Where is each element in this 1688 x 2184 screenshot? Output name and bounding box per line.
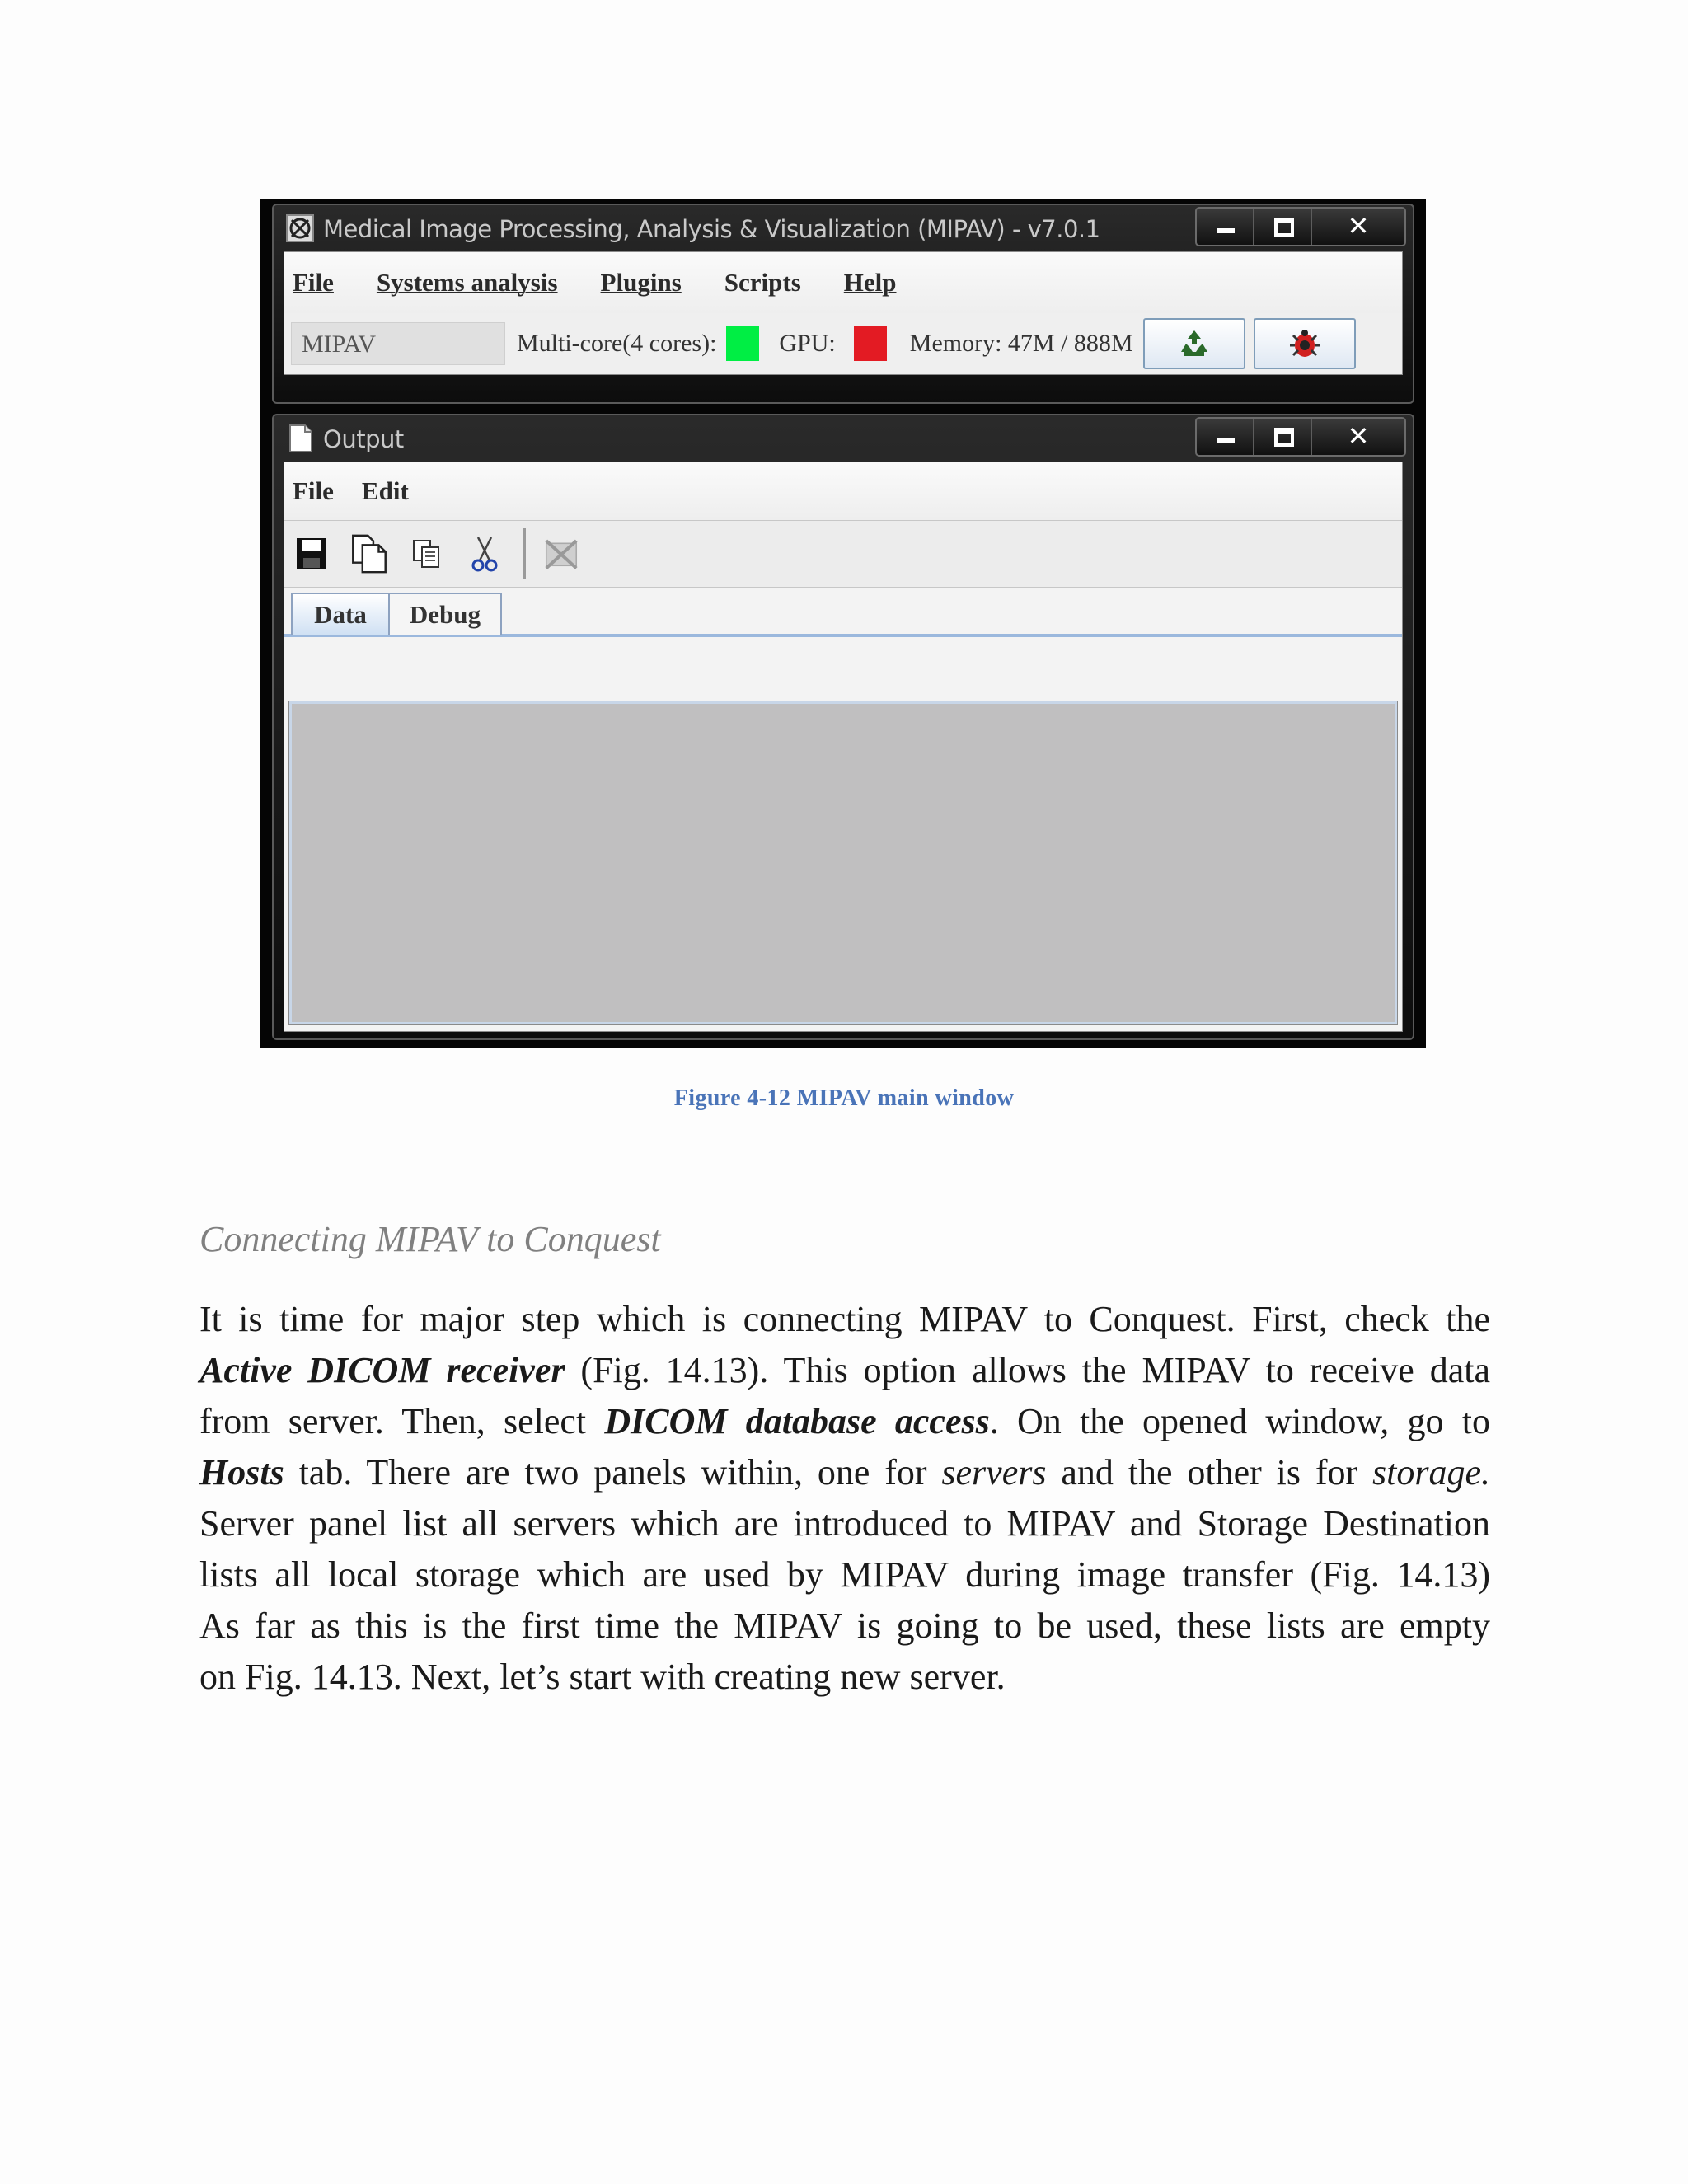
- memory-label: Memory: 47M / 888M: [909, 330, 1133, 357]
- toolbar-separator: [523, 528, 526, 579]
- servers-term: servers: [941, 1452, 1047, 1493]
- paste-icon: [410, 537, 443, 570]
- output-toolbar: [284, 520, 1402, 588]
- output-window: [272, 414, 1414, 1040]
- mipav-logo-icon: [285, 213, 315, 243]
- paragraph-line-4-a: tab. There are two panels within, one for: [284, 1452, 942, 1493]
- mipav-screenshot-figure: [260, 199, 1426, 1048]
- paragraph-line-4: [199, 1447, 1490, 1498]
- cut-icon: [470, 536, 499, 572]
- paragraph-line-3-b: . On the opened window, go to: [989, 1401, 1491, 1441]
- gpu-label: GPU:: [779, 330, 836, 357]
- tab-debug[interactable]: Debug: [388, 593, 502, 635]
- close-button[interactable]: ✕: [1347, 210, 1370, 241]
- output-menubar: [284, 462, 1402, 520]
- main-client-area: [284, 251, 1403, 375]
- output-window-controls: [1195, 417, 1406, 457]
- dicom-database-access-term: DICOM database access: [604, 1401, 990, 1441]
- clear-button[interactable]: [542, 530, 580, 578]
- figure-caption: Figure 4-12 MIPAV main window: [673, 1085, 1015, 1111]
- main-window-title: Medical Image Processing, Analysis & Visualization (MIPAV) - v7.0.1: [323, 215, 1100, 243]
- mipav-main-window: [272, 204, 1414, 404]
- output-text-area[interactable]: [289, 701, 1397, 1024]
- paragraph-line-4-b: and the other is for: [1046, 1452, 1373, 1493]
- section-heading: Connecting MIPAV to Conquest: [199, 1219, 661, 1259]
- output-minimize-button[interactable]: [1197, 419, 1254, 455]
- clear-icon: [542, 532, 580, 575]
- copy-icon: [350, 530, 388, 578]
- menu-help-label: Help: [843, 268, 897, 297]
- multicore-status-indicator: [726, 326, 759, 361]
- active-dicom-receiver-term: Active DICOM receiver: [199, 1350, 565, 1390]
- output-maximize-button[interactable]: [1254, 419, 1312, 455]
- hosts-term: Hosts: [199, 1452, 284, 1493]
- output-titlebar: [274, 415, 1413, 463]
- copy-button[interactable]: [408, 530, 446, 578]
- storage-term: storage.: [1372, 1452, 1491, 1493]
- minimize-button[interactable]: [1197, 209, 1254, 245]
- paragraph-line-5: Server panel list all servers which are introduced to MIPAV and Storage Destination: [199, 1503, 1490, 1544]
- paragraph-line-2: [199, 1345, 1490, 1396]
- main-statusbar: [284, 313, 1402, 374]
- menu-help[interactable]: [844, 268, 897, 298]
- save-icon: [295, 537, 328, 571]
- output-window-title: Output: [323, 425, 404, 453]
- save-button[interactable]: [293, 530, 331, 578]
- menu-scripts-label: Scripts: [724, 268, 801, 297]
- menu-file[interactable]: [293, 268, 334, 298]
- paragraph-line-3: [199, 1396, 1490, 1447]
- output-menu-edit[interactable]: Edit: [361, 476, 409, 505]
- menu-plugins[interactable]: [601, 268, 682, 298]
- output-tabs: [284, 588, 1402, 635]
- output-close-button[interactable]: ✕: [1347, 420, 1370, 452]
- menu-plugins-label: Plugins: [600, 268, 682, 297]
- paragraph-line-3-a: from server. Then, select: [199, 1401, 605, 1441]
- paragraph-line-1: It is time for major step which is connecting MIPAV to Conquest. First, check the: [199, 1299, 1490, 1339]
- paragraph-line-8: on Fig. 14.13. Next, let’s start with creating new server.: [199, 1657, 1006, 1697]
- bug-icon: [1285, 326, 1325, 362]
- multicore-label: Multi-core(4 cores):: [517, 330, 717, 357]
- output-client-area: [284, 462, 1403, 1032]
- menu-systems-analysis-label: Systems analysis: [376, 268, 558, 297]
- body-paragraph: [199, 1294, 1490, 1703]
- tab-data[interactable]: Data: [291, 593, 390, 635]
- maximize-button[interactable]: [1254, 209, 1312, 245]
- paragraph-line-2-text: (Fig. 14.13). This option allows the MIPAV to receive data: [565, 1350, 1490, 1390]
- gpu-status-indicator: [854, 326, 887, 361]
- paragraph-line-7: As far as this is the first time the MIPAV is going to be used, these lists are empty: [199, 1605, 1490, 1646]
- garbage-collect-button[interactable]: [1143, 318, 1245, 369]
- main-menubar: [284, 252, 1402, 313]
- paragraph-line-6: lists all local storage which are used by MIPAV during image transfer (Fig. 14.13): [199, 1554, 1490, 1595]
- menu-file-label: File: [293, 268, 334, 297]
- menu-scripts[interactable]: [724, 268, 801, 298]
- main-window-controls: [1195, 207, 1406, 246]
- debug-button[interactable]: [1254, 318, 1356, 369]
- document-icon: [285, 424, 315, 453]
- cut-button[interactable]: [466, 530, 504, 578]
- main-titlebar: [274, 205, 1413, 253]
- app-name-field: MIPAV: [291, 322, 505, 365]
- output-menu-file[interactable]: File: [293, 476, 334, 505]
- recycle-icon: [1176, 327, 1212, 360]
- menu-systems-analysis[interactable]: [377, 268, 558, 298]
- copy-all-button[interactable]: [350, 530, 388, 578]
